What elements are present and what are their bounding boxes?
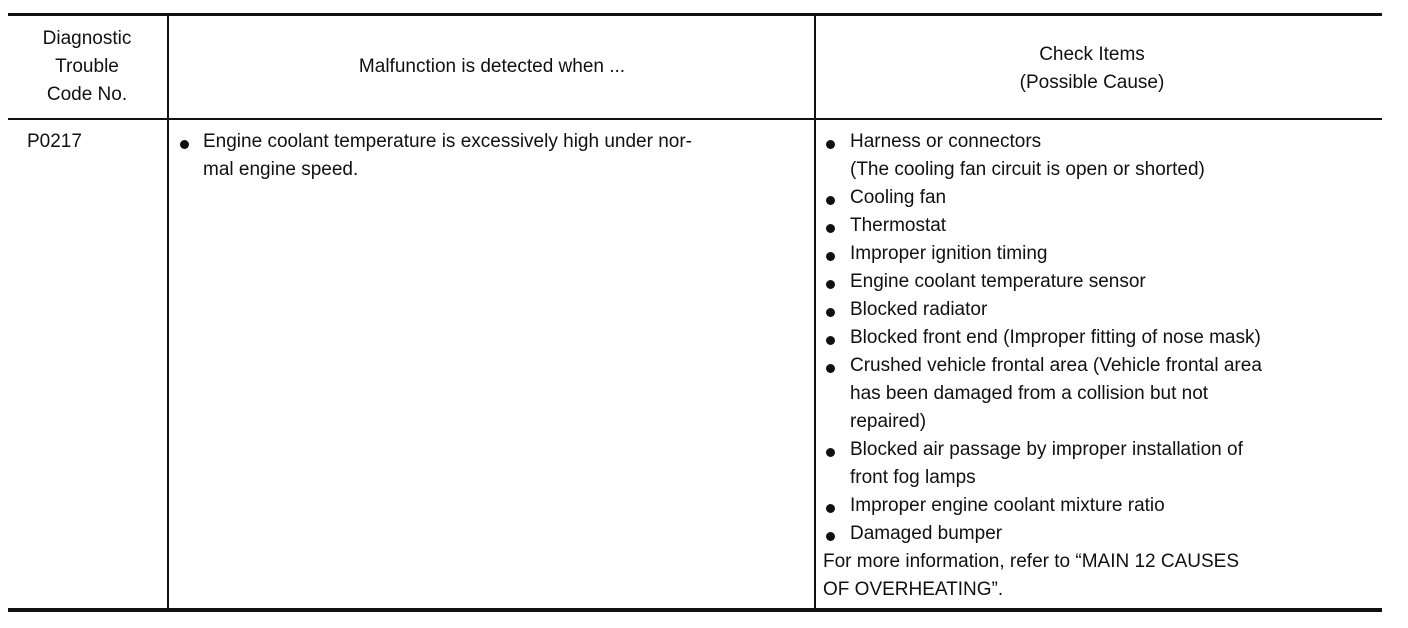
header-code-line: Trouble <box>55 56 119 77</box>
check-item-line: Blocked radiator <box>850 299 988 320</box>
bullet-icon <box>826 140 835 149</box>
check-item-line: Cooling fan <box>850 187 947 208</box>
bullet-icon <box>826 532 835 541</box>
table-bottom-rule <box>8 608 1382 612</box>
check-item <box>823 184 1368 212</box>
header-check-items <box>817 41 1367 97</box>
bullet-icon <box>826 336 835 345</box>
bullet-icon <box>826 224 835 233</box>
check-items-list <box>823 128 1368 548</box>
table-top-rule <box>8 13 1382 16</box>
bullet-icon <box>180 140 189 149</box>
check-item-line: Crushed vehicle frontal area (Vehicle frontal area <box>850 355 1262 376</box>
note-line: For more information, refer to “MAIN 12 CAUSES <box>823 551 1240 572</box>
header-malfunction <box>170 53 814 81</box>
malfunction-line: mal engine speed. <box>203 159 359 180</box>
column-divider-2 <box>814 16 816 608</box>
check-item-line: Damaged bumper <box>850 523 1003 544</box>
header-code-line: Code No. <box>46 84 128 105</box>
check-item-line: has been damaged from a collision but not <box>850 383 1209 404</box>
bullet-icon <box>826 364 835 373</box>
malfunction-line: Engine coolant temperature is excessively high under nor- <box>203 131 692 152</box>
note-line: OF OVERHEATING”. <box>823 579 1004 600</box>
check-item-line: Harness or connectors <box>850 131 1042 152</box>
header-malfunction-label: Malfunction is detected when ... <box>358 56 626 77</box>
bullet-icon <box>826 196 835 205</box>
header-check-line: (Possible Cause) <box>1019 72 1165 93</box>
bullet-icon <box>826 280 835 289</box>
malfunction-item <box>176 128 803 184</box>
check-item <box>823 212 1368 240</box>
check-item-line: (The cooling fan circuit is open or shorted) <box>850 159 1205 180</box>
header-code-line: Diagnostic <box>42 28 132 49</box>
check-item-line: Improper ignition timing <box>850 243 1048 264</box>
cell-check-items <box>823 128 1368 604</box>
check-item <box>823 268 1368 296</box>
cell-malfunction <box>176 128 806 184</box>
check-item <box>823 324 1368 352</box>
column-divider-1 <box>167 16 169 608</box>
check-item <box>823 520 1368 548</box>
check-item-line: Engine coolant temperature sensor <box>850 271 1146 292</box>
check-item <box>823 240 1368 268</box>
check-item <box>823 492 1368 520</box>
bullet-icon <box>826 448 835 457</box>
check-item <box>823 128 1368 184</box>
bullet-icon <box>826 252 835 261</box>
header-check-line: Check Items <box>1039 44 1145 65</box>
bullet-icon <box>826 308 835 317</box>
header-separator-rule <box>8 118 1382 120</box>
check-item-line: Blocked front end (Improper fitting of nose mask) <box>850 327 1261 348</box>
check-item <box>823 436 1368 492</box>
check-item-line: Blocked air passage by improper installation of <box>850 439 1243 460</box>
bullet-icon <box>826 504 835 513</box>
check-item-line: Improper engine coolant mixture ratio <box>850 495 1165 516</box>
check-item-line: Thermostat <box>850 215 947 236</box>
check-item <box>823 296 1368 324</box>
cell-dtc-code: P0217 <box>27 131 82 152</box>
header-code-no <box>12 25 162 109</box>
check-item-line: repaired) <box>850 411 927 432</box>
check-item-line: front fog lamps <box>850 467 976 488</box>
check-item <box>823 352 1368 436</box>
